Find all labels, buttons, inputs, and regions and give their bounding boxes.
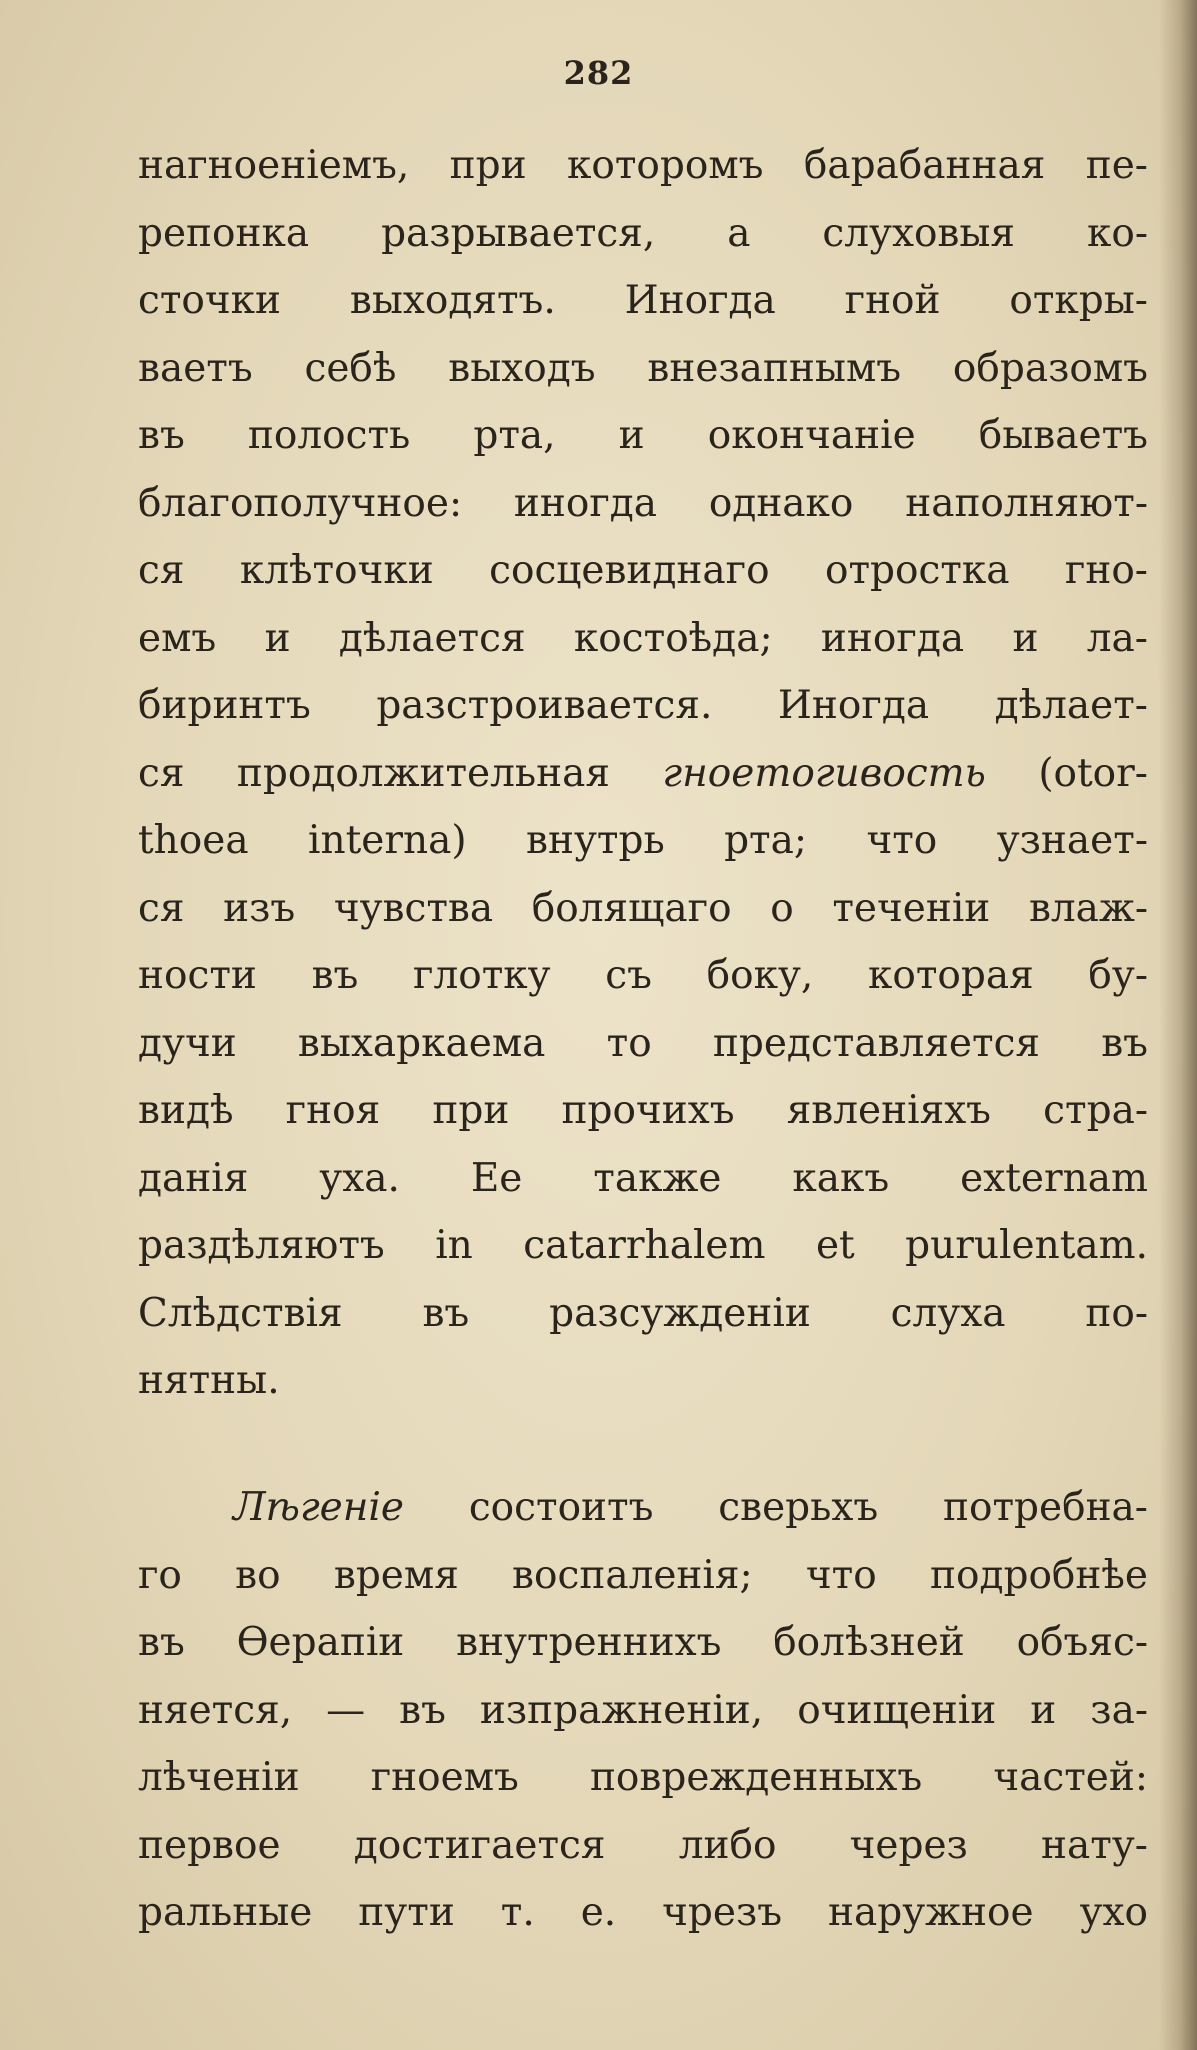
text-line: ваетъ себѣ выходъ внезапнымъ образомъ: [138, 345, 1148, 391]
text-line: ся клѣточки сосцевиднаго отростка гно-: [138, 548, 1148, 593]
text-line: благополучное: иногда однако наполняют-: [138, 480, 1148, 526]
text-line: ся изъ чувства болящаго о теченiи влаж-: [138, 885, 1148, 931]
text-segment: (otor-: [985, 750, 1148, 796]
text-line: ральные пути т. е. чрезъ наружное ухо: [138, 1890, 1148, 1935]
text-line: Слѣдствiя въ разсужденiи слуха по-: [138, 1290, 1148, 1336]
text-line: емъ и дѣлается костоѣда; иногда и ла-: [138, 615, 1148, 661]
text-line: репонка разрывается, а слуховыя ко-: [138, 210, 1148, 256]
text-line: раздѣляютъ in catarrhalem et purulentam.: [138, 1223, 1148, 1268]
text-line: thoea interna) внутрь рта; что узнает-: [138, 818, 1148, 863]
italic-term: гноетогивость: [662, 750, 986, 796]
text-segment: состоитъ сверьхъ потребна-: [404, 1485, 1148, 1530]
text-line: дучи выхаркаема то представляется въ: [138, 1020, 1148, 1066]
paragraph-1: [138, 132, 1148, 1415]
text-line-with-italic: [138, 740, 1148, 808]
text-line: въ Ѳерапiи внутреннихъ болѣзней объяс-: [138, 1620, 1148, 1665]
text-line: няется, — въ изпражненiи, очищенiи и за-: [138, 1687, 1148, 1733]
text-line: го во время воспаленiя; что подробнѣе: [138, 1552, 1148, 1598]
text-line: въ полость рта, и окончанiе бываетъ: [138, 413, 1148, 458]
text-line: видѣ гноя при прочихъ явленiяхъ стра-: [138, 1088, 1148, 1133]
text-line: нагноенiемъ, при которомъ барабанная пе-: [138, 143, 1148, 188]
text-line: биринтъ разстроивается. Иногда дѣлает-: [138, 683, 1148, 728]
italic-term: Лѣгенiе: [233, 1485, 404, 1530]
text-line: первое достигается либо через нату-: [138, 1822, 1148, 1868]
text-line: ности въ глотку съ боку, которая бу-: [138, 953, 1148, 998]
text-line: лѣченiи гноемъ поврежденныхъ частей:: [138, 1755, 1148, 1800]
text-line: данiя уха. Ее также какъ externam: [138, 1155, 1148, 1201]
page-number: 282: [563, 54, 634, 92]
page-edge-shadow: [1159, 0, 1197, 2050]
text-line-with-italic: [138, 1474, 1148, 1542]
text-line: сточки выходятъ. Иногда гной откры-: [138, 278, 1148, 323]
text-line: нятны.: [138, 1358, 280, 1403]
paragraph-2: [138, 1474, 1148, 1947]
text-segment: ся продолжительная: [138, 750, 663, 796]
